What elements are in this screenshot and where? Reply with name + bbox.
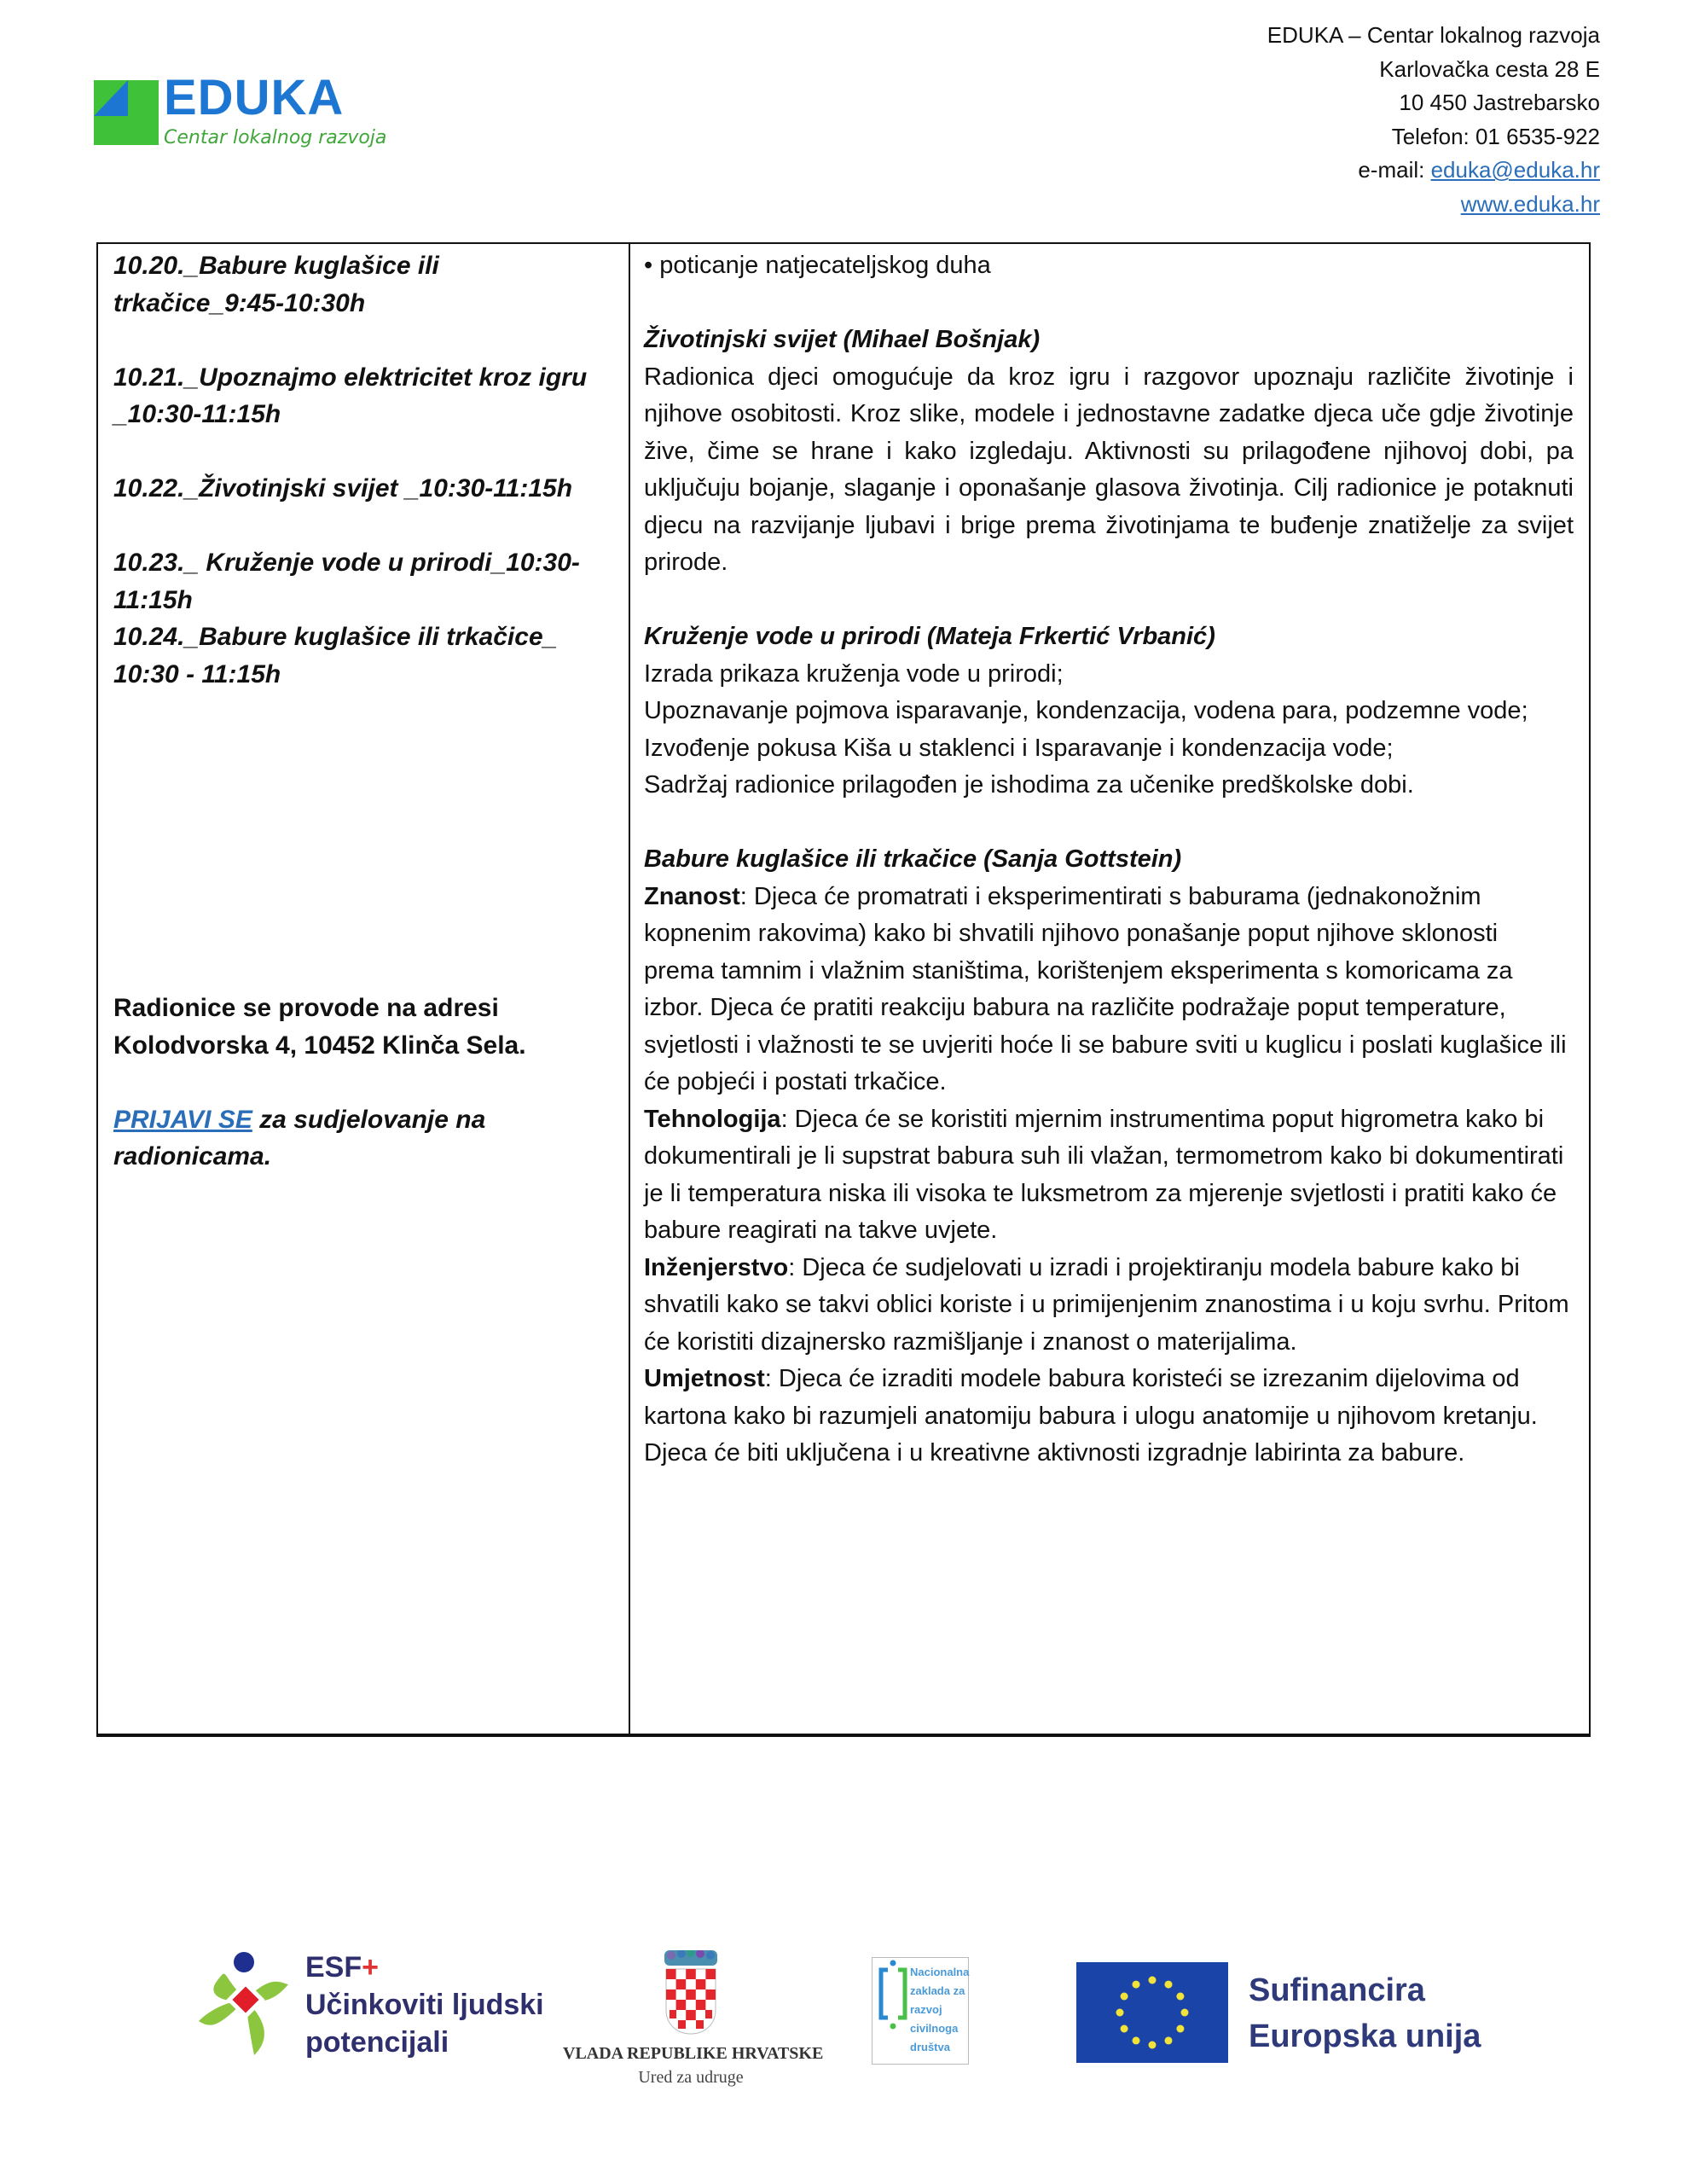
schedule-item: 10.22._Životinjski svijet _10:30-11:15h [113, 474, 573, 502]
esf-plus: + [362, 1951, 379, 1984]
kruzenje-line: Izrada prikaza kruženja vode u prirodi; [644, 659, 1064, 688]
bullet-item: • poticanje natjecateljskog duha [644, 252, 991, 279]
esf-flower-icon [194, 1949, 297, 2068]
babure-section-inzenjerstvo [644, 1250, 1574, 1362]
schedule-item: 10.24._Babure kuglašice ili trkačice_ [113, 623, 558, 651]
esf-logo [194, 1949, 553, 2085]
eu-star [1133, 2036, 1140, 2044]
nzrcd-line: civilnoga [910, 2022, 959, 2035]
nzrcd-line: zaklada za [910, 1984, 965, 1997]
eu-star [1176, 2025, 1184, 2033]
schedule-item-time: trkačice_9:45-10:30h [113, 288, 366, 317]
eu-star [1133, 1981, 1140, 1989]
contact-org: EDUKA – Centar lokalnog razvoja [1267, 22, 1600, 48]
signup-link[interactable]: PRIJAVI SE [113, 1105, 252, 1134]
section-title-zivotinjski: Životinjski svijet (Mihael Bošnjak) [644, 326, 1041, 353]
section-text: : Djeca će izraditi modele babura koristeći se izrezanim dijelovima od kartona kako bi razumjeli anatomiju babura i ulogu anatomije u njihovom kretanju. Djeca će biti uključena i u kreativne aktivnosti izgradnje labirinta za babure. [644, 1365, 1538, 1467]
eu-line1: Sufinancira [1249, 1972, 1425, 2008]
schedule-item-time: _10:30-11:15h [113, 400, 281, 428]
logo-text [164, 72, 386, 150]
contact-email-row [1267, 154, 1600, 188]
signup-text: za sudjelovanje na radionicama. [113, 1105, 486, 1170]
eu-star [1149, 1977, 1157, 1984]
email-label: e-mail: [1358, 157, 1431, 183]
eu-star [1165, 1981, 1173, 1989]
contact-street: Karlovačka cesta 28 E [1379, 55, 1600, 82]
esf-text [305, 1949, 544, 2061]
eu-star [1165, 2036, 1173, 2044]
column-divider [629, 244, 630, 1734]
contact-block [1267, 19, 1600, 221]
esf-line1: Učinkoviti ljudski [305, 1989, 544, 2021]
location-line: Radionice se provode na adresi [113, 994, 499, 1022]
eu-flag-icon [1076, 1962, 1228, 2063]
signup-cta [113, 1101, 617, 1176]
nzrcd-text [910, 1963, 969, 2057]
eu-star [1121, 1993, 1128, 2001]
workshop-table [96, 242, 1591, 1737]
nzrcd-line: Nacionalna [910, 1966, 970, 1978]
section-text: : Djeca će sudjelovati u izradi i projektiranju modela babure kako bi shvatili kako se takvi oblici koriste i u primijenjenim znanostima i u koju svrhu. Pritom će koristiti dizajnersko razmišljanje i znanost o materijalima. [644, 1253, 1569, 1356]
section-title-kruzenje: Kruženje vode u prirodi (Mateja Frkertić Vrbanić) [644, 623, 1215, 650]
eu-star [1181, 2009, 1189, 2017]
eu-star [1116, 2009, 1124, 2017]
logo-title: EDUKA [164, 70, 345, 125]
nzrcd-line: razvoj [910, 2003, 942, 2016]
section-text: : Djeca će promatrati i eksperimentirati s baburama (jednakonožnim kopnenim rakovima) kako bi shvatili njihovo ponašanje poput njihove sklonosti prema tamnim i vlažnim staništima, korištenjem eksperimenta s komoricama za izbor. Djeca će pratiti reakciju babura na različite podražaje poput temperature, svjetlosti i vlažnosti te se uvjeriti hoće li se babure sviti u kuglicu i poslati kuglašice ili će pobjeći i postati trkačice. [644, 882, 1567, 1095]
logo-subtitle: Centar lokalnog razvoja [164, 127, 387, 148]
schedule-item: 10.23._ Kruženje vode u prirodi_10:30- [113, 549, 580, 577]
vlada-logo [563, 1949, 824, 2094]
section-text: : Djeca će se koristiti mjernim instrumentima poput higrometra kako bi dokumentirali je li supstrat babura suh ili vlažan, termometrom kako bi dokumentirati je li temperatura niska ili visoka te luksmetrom za mjerenje svjetlosti i pratiti kako će babure reagirati na takve uvjete. [644, 1105, 1564, 1244]
nzrcd-bracket-icon [876, 1958, 910, 2052]
section-text-zivotinjski: Radionica djeci omogućuje da kroz igru i razgovor upoznaju različite životinje i njihove osobitosti. Kroz slike, modele i jednostavne zadatke djeca uče gdje životinje žive, čime se hrane i kako izgledaju. Aktivnosti su prilagođene njihovoj dobi, pa uključuju bojanje, slaganje i oponašanje glasova životinja. Cilj radionice je potaknuti djecu na razvijanje ljubavi i brige prema životinjama te buđenje znatiželje za svijet prirode. [644, 363, 1574, 576]
schedule-item-time: 10:30 - 11:15h [113, 659, 281, 688]
kruzenje-line: Izvođenje pokusa Kiša u staklenci i Isparavanje i kondenzacija vode; [644, 734, 1394, 762]
babure-section-tehnologija [644, 1101, 1574, 1250]
schedule-item: 10.21._Upoznajmo elektricitet kroz igru [113, 363, 588, 392]
eduka-logo [94, 70, 387, 166]
kruzenje-line: Upoznavanje pojmova isparavanje, kondenzacija, vodena para, podzemne vode; [644, 697, 1528, 724]
location-address: Kolodvorska 4, 10452 Klinča Sela. [113, 1031, 526, 1060]
babure-section-znanost [644, 879, 1574, 1101]
kruzenje-line: Sadržaj radionice prilagođen je ishodima za učenike predškolske dobi. [644, 771, 1414, 799]
croatian-coat-of-arms-icon [663, 1950, 719, 2036]
eduka-logo-icon [94, 80, 159, 145]
schedule-item: 10.20._Babure kuglašice ili [113, 252, 439, 280]
eu-star [1121, 2025, 1128, 2033]
section-label: Znanost [644, 882, 740, 910]
eu-star [1176, 1993, 1184, 2001]
nzrcd-logo [872, 1957, 969, 2065]
babure-section-umjetnost [644, 1361, 1574, 1472]
section-label: Inženjerstvo [644, 1253, 789, 1281]
vlada-subtitle: Ured za udruge [638, 2068, 744, 2087]
funding-logos [0, 1937, 1687, 2107]
esf-line2: potencijali [305, 2026, 449, 2059]
section-title-babure: Babure kuglašice ili trkačice (Sanja Gottstein) [644, 845, 1182, 873]
section-label: Tehnologija [644, 1105, 781, 1133]
section-label: Umjetnost [644, 1365, 765, 1392]
email-link[interactable]: eduka@eduka.hr [1430, 157, 1600, 183]
contact-phone: Telefon: 01 6535-922 [1391, 123, 1600, 149]
contact-city: 10 450 Jastrebarsko [1399, 90, 1600, 115]
descriptions-column [644, 247, 1574, 1472]
nzrcd-line: društva [910, 2041, 950, 2053]
schedule-item-time: 11:15h [113, 585, 193, 614]
vlada-title: VLADA REPUBLIKE HRVATSKE [563, 2044, 824, 2063]
eu-cofunded-text [1249, 1967, 1481, 2059]
website-link[interactable]: www.eduka.hr [1460, 190, 1600, 217]
schedule-column [113, 247, 617, 1176]
esf-title: ESF [305, 1951, 362, 1984]
eu-line2: Europska unija [1249, 2018, 1481, 2054]
eu-star [1149, 2042, 1157, 2049]
